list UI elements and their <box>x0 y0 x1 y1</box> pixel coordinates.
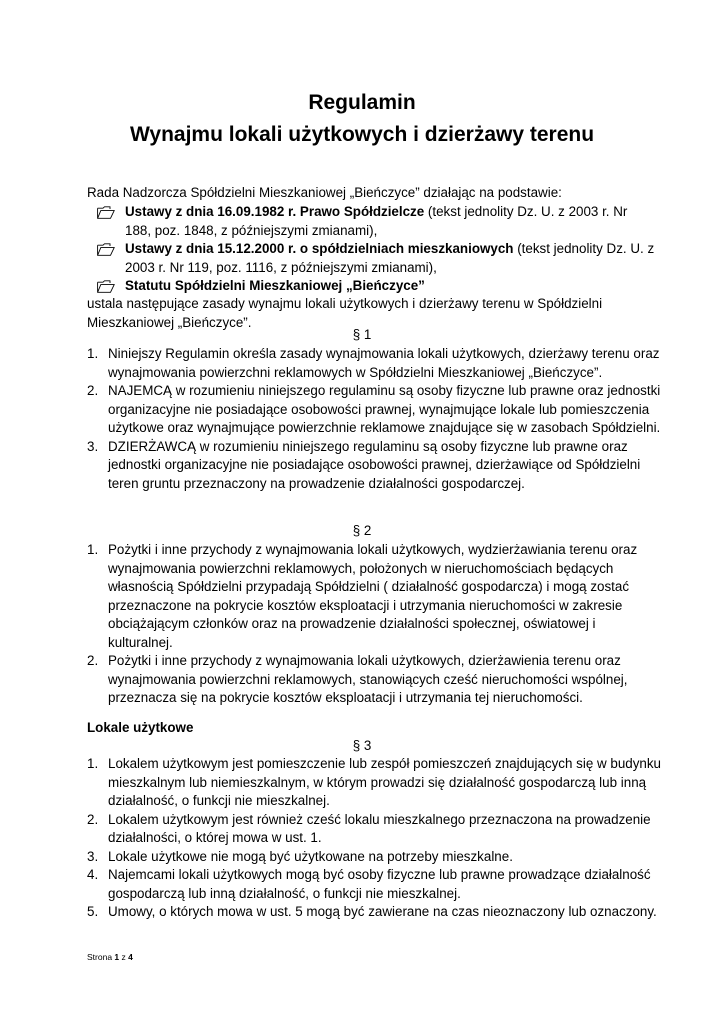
legal-basis-rest: (tekst jednolity Dz. U. z 2003 r. Nr 188, poz. 1848, z późniejszymi zmianami), <box>125 204 628 238</box>
list-item: 1. Lokalem użytkowym jest pomieszczenie lub zespół pomieszczeń znajdujących się w budynku mieszkalnym lub niemieszkalnym, w którym prowadzi się działalność gospodarczą lub inną działalność, o funkcji nie mieszkalnej. <box>87 756 661 808</box>
list-item: 4. Najemcami lokali użytkowych mogą być osoby fizyczne lub prawne prowadzące działalność gospodarczą lub inną działalność, o funkcji nie mieszkalnej. <box>87 867 651 901</box>
legal-basis-rest: (tekst jednolity Dz. U. z 2003 r. Nr 119, poz. 1116, z późniejszymi zmianami), <box>125 241 655 275</box>
list-item-text: Lokalem użytkowym jest również cześć lokalu mieszkalnego przeznaczona na prowadzenie działalności, o której mowa w ust. 1. <box>108 811 651 845</box>
list-item: 1. Pożytki i inne przychody z wynajmowania lokali użytkowych, wydzierżawiania terenu oraz wynajmowania powierzchni reklamowych, położonych w nieruchomościach będących własnością Spółdzielni przypadają Spółdzielni ( działalność gospodarcza) i mogą zostać przeznaczone na pokrycie kosztów eksploatacji i utrzymania nieruchomości w zakresie obciążającym członków oraz na prowadzenie działalności społecznej, oświatowej i kulturalnej. <box>87 542 638 650</box>
footer-total-pages: 4 <box>128 952 133 962</box>
section-1-list <box>87 345 662 493</box>
page-footer <box>87 951 133 963</box>
section-1-label: § 1 <box>352 327 372 342</box>
footer-page-number: 1 <box>114 952 120 962</box>
list-item: 3. DZIERŻAWCĄ w rozumieniu niniejszego regulaminu są osoby fizyczne lub prawne oraz jednostki organizacyjne nie posiadające osobowości prawnej, dzierżawiące od Spółdzielni teren gruntu przeznaczony na prowadzenie działalności gospodarczej. <box>87 438 641 491</box>
list-item-text: Pożytki i inne przychody z wynajmowania lokali użytkowych, dzierżawienia terenu oraz wynajmowania powierzchni reklamowych, stanowiących cześć nieruchomości wspólnej, przeznacza się na pokrycie kosztów eksploatacji i utrzymania tej nieruchomości. <box>108 653 628 705</box>
list-item: 2. Lokalem użytkowym jest również cześć lokalu mieszkalnego przeznaczona na prowadzenie działalności, o której mowa w ust. 1. <box>87 811 651 845</box>
list-item-text: Lokale użytkowe nie mogą być użytkowane na potrzeby mieszkalne. <box>108 848 513 864</box>
list-item-text: Niniejszy Regulamin określa zasady wynajmowania lokali użytkowych, dzierżawy terenu oraz wynajmowania powierzchni reklamowych w Spółdzielni Mieszkaniowej „Bieńczyce”. <box>108 346 660 380</box>
after-bases-paragraph: ustala następujące zasady wynajmu lokali użytkowych i dzierżawy terenu w Spółdzielni Mieszkaniowej „Bieńczyce”. <box>87 296 603 330</box>
list-item-text: Pożytki i inne przychody z wynajmowania lokali użytkowych, wydzierżawiania terenu oraz wynajmowania powierzchni reklamowych, położonych w nieruchomościach będących własnością Spółdzielni przypadają Spółdzielni ( działalność gospodarcza) i mogą zostać przeznaczone na pokrycie kosztów eksploatacji i utrzymania nieruchomości w zakresie obciążającym członków oraz na prowadzenie działalności społecznej, oświatowej i kulturalnej. <box>108 542 638 650</box>
section-2-list <box>87 541 662 708</box>
legal-basis-bold: Ustawy z dnia 15.12.2000 r. o spółdzielniach mieszkaniowych <box>125 241 514 256</box>
legal-basis-bold: Statutu Spółdzielni Mieszkaniowej „Bieńczyce” <box>125 278 425 293</box>
legal-basis-bold: Ustawy z dnia 16.09.1982 r. Prawo Spółdzielcze <box>125 204 425 219</box>
legal-basis-item <box>97 240 657 277</box>
list-item-text: NAJEMCĄ w rozumieniu niniejszego regulaminu są osoby fizyczne lub prawne oraz jednostki organizacyjne nie posiadające osobowości prawnej, wynajmujące lokale lub pomieszczenia użytkowe oraz wynajmujące powierzchnie reklamowe znajdujące się w zasobach Spółdzielni. <box>108 383 661 435</box>
list-item-text: DZIERŻAWCĄ w rozumieniu niniejszego regulaminu są osoby fizyczne lub prawne oraz jednostki organizacyjne nie posiadające osobowości prawnej, dzierżawiące od Spółdzielni teren gruntu przeznaczony na prowadzenie działalności gospodarczej. <box>108 438 641 491</box>
list-item: 2. Pożytki i inne przychody z wynajmowania lokali użytkowych, dzierżawienia terenu oraz wynajmowania powierzchni reklamowych, stanowiących cześć nieruchomości wspólnej, przeznacza się na pokrycie kosztów eksploatacji i utrzymania tej nieruchomości. <box>87 653 628 705</box>
list-item-text: Lokalem użytkowym jest pomieszczenie lub zespół pomieszczeń znajdujących się w budynku mieszkalnym lub niemieszkalnym, w którym prowadzi się działalność gospodarczą lub inną działalność, o funkcji nie mieszkalnej. <box>108 756 661 808</box>
legal-basis-item <box>97 277 657 296</box>
document-subtitle: Wynajmu lokali użytkowych i dzierżawy terenu <box>129 123 595 146</box>
list-item: 3. Lokale użytkowe nie mogą być użytkowane na potrzeby mieszkalne. <box>87 848 513 864</box>
legal-bases-list <box>97 203 657 296</box>
document-title: Regulamin <box>308 91 416 114</box>
list-item-text: Umowy, o których mowa w ust. 5 mogą być zawierane na czas nieoznaczony lub oznaczony. <box>108 904 657 919</box>
footer-prefix: Strona <box>87 952 115 962</box>
intro-paragraph: Rada Nadzorcza Spółdzielni Mieszkaniowej „Bieńczyce” działając na podstawie: <box>87 185 562 200</box>
lokale-heading: Lokale użytkowe <box>87 720 194 735</box>
folder-icon <box>97 243 115 256</box>
list-item-text: Najemcami lokali użytkowych mogą być osoby fizyczne lub prawne prowadzące działalność gospodarczą lub inną działalność, o funkcji nie mieszkalnej. <box>108 867 651 901</box>
folder-icon <box>97 280 115 293</box>
folder-icon <box>97 206 115 219</box>
section-2-label: § 2 <box>352 523 372 538</box>
list-item: 1. Niniejszy Regulamin określa zasady wynajmowania lokali użytkowych, dzierżawy terenu oraz wynajmowania powierzchni reklamowych w Spółdzielni Mieszkaniowej „Bieńczyce”. <box>87 346 660 380</box>
section-3-list <box>87 755 662 922</box>
list-item: 2. NAJEMCĄ w rozumieniu niniejszego regulaminu są osoby fizyczne lub prawne oraz jednostki organizacyjne nie posiadające osobowości prawnej, wynajmujące lokale lub pomieszczenia użytkowe oraz wynajmujące powierzchnie reklamowe znajdujące się w zasobach Spółdzielni. <box>87 383 661 435</box>
legal-basis-item <box>97 203 657 240</box>
list-item: 5. Umowy, o których mowa w ust. 5 mogą być zawierane na czas nieoznaczony lub oznaczony. <box>87 904 657 919</box>
footer-mid: z <box>119 952 129 962</box>
section-3-label: § 3 <box>352 738 372 753</box>
